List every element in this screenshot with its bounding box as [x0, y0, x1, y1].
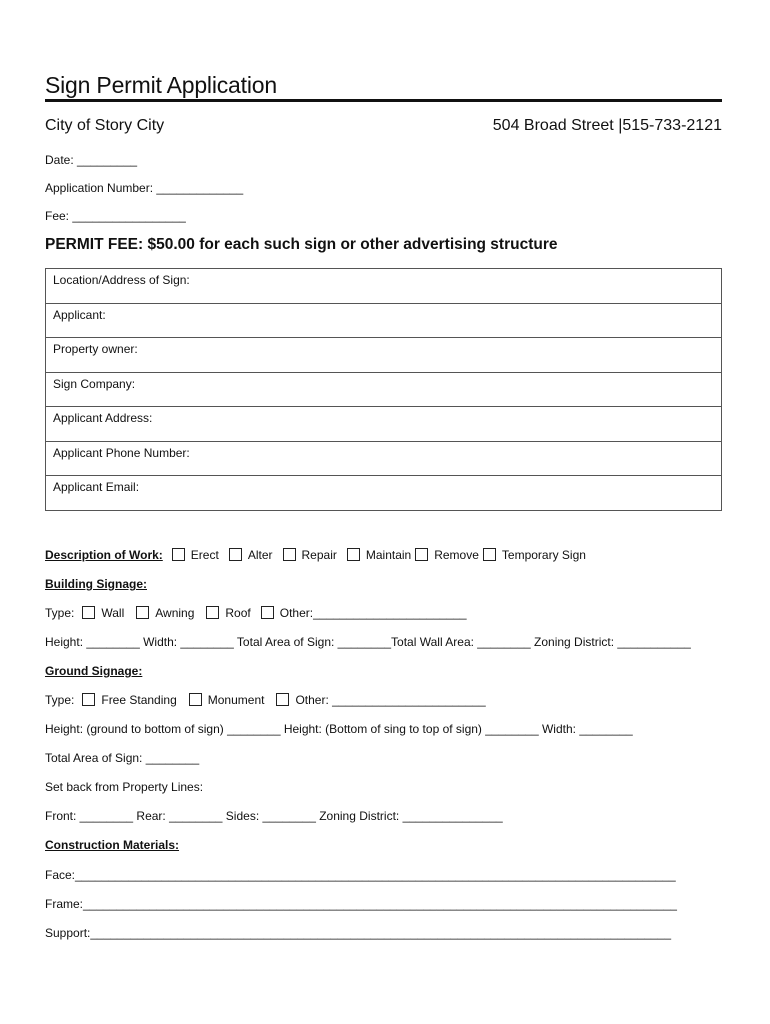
remove-label: Remove	[434, 548, 479, 562]
building-other-label[interactable]: Other:_______________________	[279, 606, 467, 620]
building-type-label: Type:	[45, 606, 75, 620]
alter-label: Alter	[247, 548, 273, 562]
frame-field[interactable]: Frame:_________________________________________________________________________________________	[45, 897, 677, 911]
sign-company-row[interactable]: Sign Company:	[46, 373, 721, 408]
wall-label: Wall	[101, 606, 125, 620]
awning-label: Awning	[155, 606, 195, 620]
maintain-checkbox[interactable]	[347, 548, 360, 561]
permit-fee-heading: PERMIT FEE: $50.00 for each such sign or other advertising structure	[45, 236, 558, 253]
face-field[interactable]: Face:__________________________________________________________________________________________	[45, 868, 676, 882]
applicant-row[interactable]: Applicant:	[46, 304, 721, 339]
ground-other-label[interactable]: Other: _______________________	[295, 693, 486, 707]
awning-checkbox[interactable]	[136, 606, 149, 619]
repair-checkbox[interactable]	[283, 548, 296, 561]
temporary-sign-label: Temporary Sign	[501, 548, 586, 562]
setback-label: Set back from Property Lines:	[45, 780, 204, 794]
applicant-phone-row[interactable]: Applicant Phone Number:	[46, 442, 721, 477]
support-field[interactable]: Support:_______________________________________________________________________________________	[45, 926, 671, 940]
page-title: Sign Permit Application	[45, 72, 277, 98]
erect-label: Erect	[190, 548, 219, 562]
monument-label: Monument	[207, 693, 265, 707]
ground-type-label: Type:	[45, 693, 75, 707]
fee-field[interactable]: Fee: _________________	[45, 209, 186, 223]
city-address: 504 Broad Street |515-733-2121	[492, 117, 722, 134]
property-owner-row[interactable]: Property owner:	[46, 338, 721, 373]
wall-checkbox[interactable]	[82, 606, 95, 619]
ground-other-checkbox[interactable]	[276, 693, 289, 706]
ground-signage-heading: Ground Signage:	[45, 664, 143, 678]
remove-checkbox[interactable]	[415, 548, 428, 561]
free-standing-label: Free Standing	[101, 693, 177, 707]
free-standing-checkbox[interactable]	[82, 693, 95, 706]
erect-checkbox[interactable]	[172, 548, 185, 561]
construction-materials-heading: Construction Materials:	[45, 838, 180, 852]
ground-heights[interactable]: Height: (ground to bottom of sign) ________ Height: (Bottom of sing to top of sign) ________ Width: ________	[45, 722, 633, 736]
alter-checkbox[interactable]	[229, 548, 242, 561]
maintain-label: Maintain	[365, 548, 412, 562]
application-number-field[interactable]: Application Number: _____________	[45, 181, 244, 195]
roof-checkbox[interactable]	[206, 606, 219, 619]
city-name: City of Story City	[45, 117, 165, 134]
building-other-checkbox[interactable]	[261, 606, 274, 619]
repair-label: Repair	[301, 548, 337, 562]
building-signage-heading: Building Signage:	[45, 577, 147, 591]
building-type-row	[45, 606, 467, 620]
date-field[interactable]: Date: _________	[45, 153, 138, 167]
ground-total-area[interactable]: Total Area of Sign: ________	[45, 751, 200, 765]
building-dimensions[interactable]: Height: ________ Width: ________ Total Area of Sign: ________Total Wall Area: ________ Zoning District: ___________	[45, 635, 691, 649]
setback-fields[interactable]: Front: ________ Rear: ________ Sides: ________ Zoning District: _______________	[45, 809, 503, 823]
applicant-info-table	[45, 268, 722, 511]
title-divider	[45, 99, 722, 102]
description-label: Description of Work:	[45, 548, 163, 562]
location-row[interactable]: Location/Address of Sign:	[46, 269, 721, 304]
roof-label: Roof	[225, 606, 251, 620]
ground-type-row	[45, 693, 486, 707]
monument-checkbox[interactable]	[189, 693, 202, 706]
applicant-email-row[interactable]: Applicant Email:	[46, 476, 721, 511]
applicant-address-row[interactable]: Applicant Address:	[46, 407, 721, 442]
temporary-sign-checkbox[interactable]	[483, 548, 496, 561]
description-of-work	[45, 548, 586, 562]
